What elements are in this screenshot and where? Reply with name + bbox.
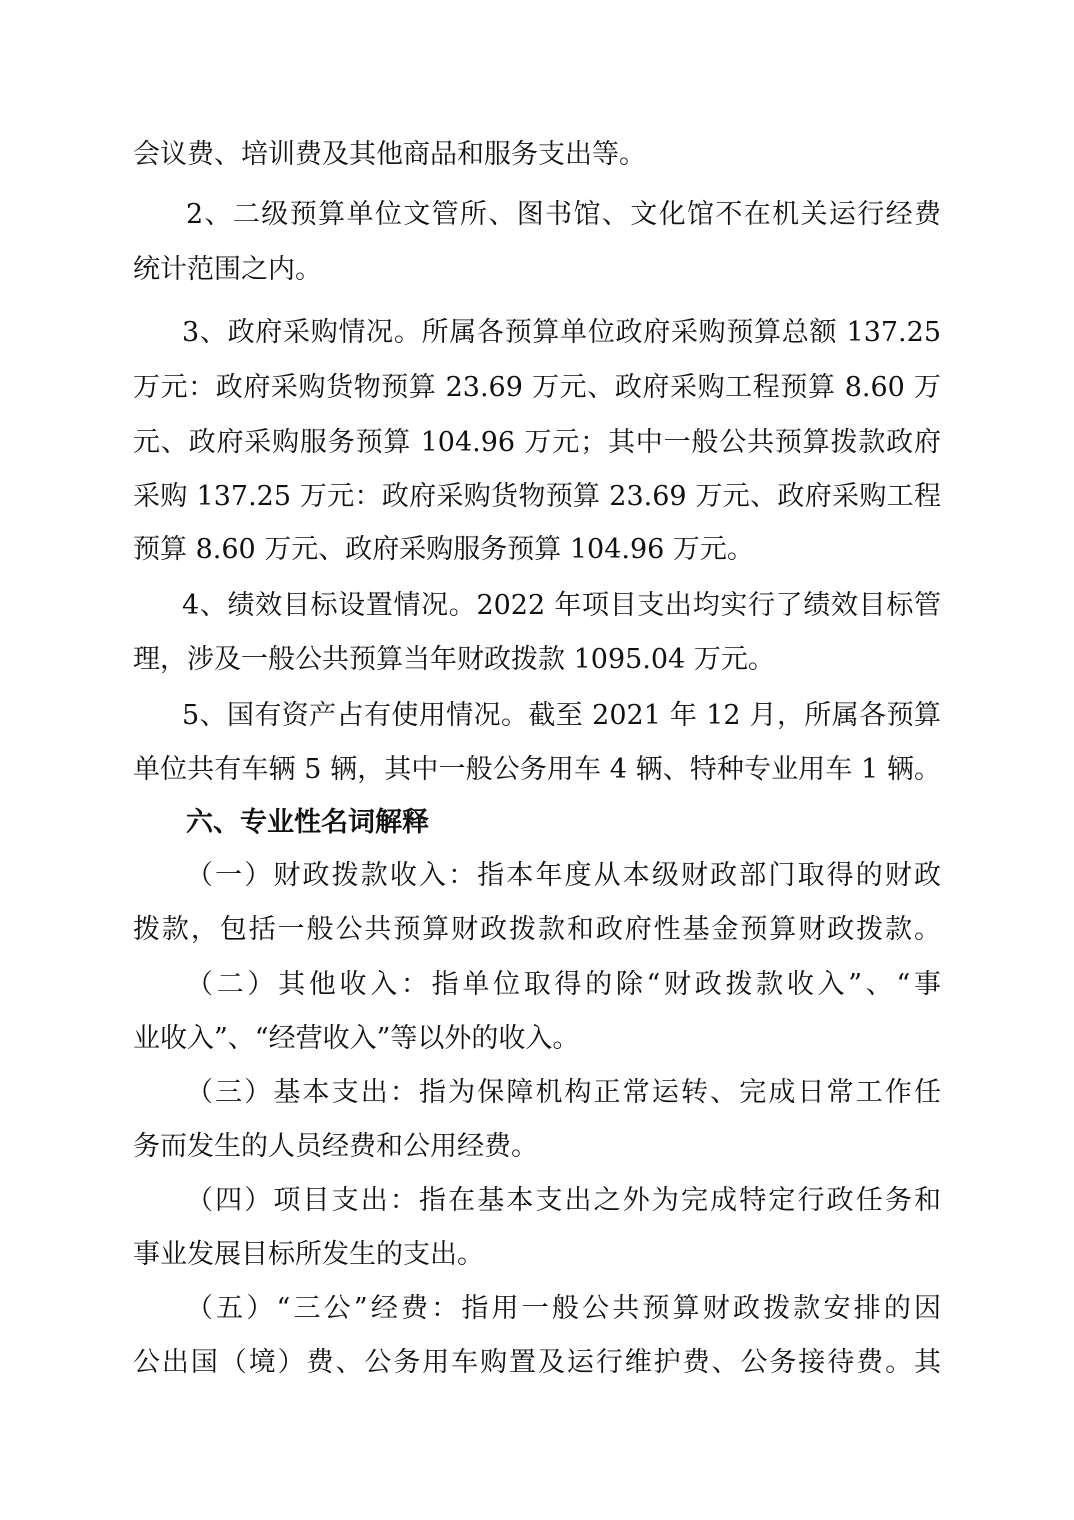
paragraph-line: 理，涉及一般公共预算当年财政拨款 1095.04 万元。 — [133, 644, 775, 675]
paragraph-line: 单位共有车辆 5 辆，其中一般公务用车 4 辆、特种专业用车 1 辆。 — [133, 754, 941, 785]
paragraph-line: 公出国（境）费、公务用车购置及运行维护费、公务接待费。其 — [133, 1347, 941, 1378]
paragraph-line: 元、政府采购服务预算 104.96 万元；其中一般公共预算拨款政府 — [133, 427, 941, 458]
paragraph-line: 务而发生的人员经费和公用经费。 — [133, 1131, 538, 1162]
paragraph-line: （三）基本支出：指为保障机构正常运转、完成日常工作任 — [186, 1077, 941, 1108]
section-heading: 六、专业性名词解释 — [186, 807, 429, 838]
paragraph-line: 采购 137.25 万元：政府采购货物预算 23.69 万元、政府采购工程 — [133, 481, 941, 512]
paragraph-line: 业收入”、“经营收入”等以外的收入。 — [133, 1023, 580, 1054]
paragraph-line: 拨款，包括一般公共预算财政拨款和政府性基金预算财政拨款。 — [133, 914, 941, 945]
paragraph-line: 会议费、培训费及其他商品和服务支出等。 — [133, 139, 646, 170]
paragraph-line: （五）“三公”经费：指用一般公共预算财政拨款安排的因 — [186, 1293, 941, 1324]
paragraph-line: 预算 8.60 万元、政府采购服务预算 104.96 万元。 — [133, 534, 754, 565]
paragraph-line: 万元：政府采购货物预算 23.69 万元、政府采购工程预算 8.60 万 — [133, 372, 941, 403]
paragraph-line: 2、二级预算单位文管所、图书馆、文化馆不在机关运行经费 — [186, 199, 941, 230]
paragraph-line: 4、绩效目标设置情况。2022 年项目支出均实行了绩效目标管 — [182, 590, 941, 621]
paragraph-line: 事业发展目标所发生的支出。 — [133, 1239, 484, 1270]
paragraph-line: （四）项目支出：指在基本支出之外为完成特定行政任务和 — [186, 1185, 941, 1216]
paragraph-line: 统计范围之内。 — [133, 254, 322, 285]
paragraph-line: 5、国有资产占有使用情况。截至 2021 年 12 月，所属各预算 — [182, 700, 941, 731]
paragraph-line: （一）财政拨款收入：指本年度从本级财政部门取得的财政 — [186, 860, 941, 891]
paragraph-line: （二）其他收入：指单位取得的除“财政拨款收入”、“事 — [186, 969, 941, 1000]
paragraph-line: 3、政府采购情况。所属各预算单位政府采购预算总额 137.25 — [182, 317, 941, 348]
